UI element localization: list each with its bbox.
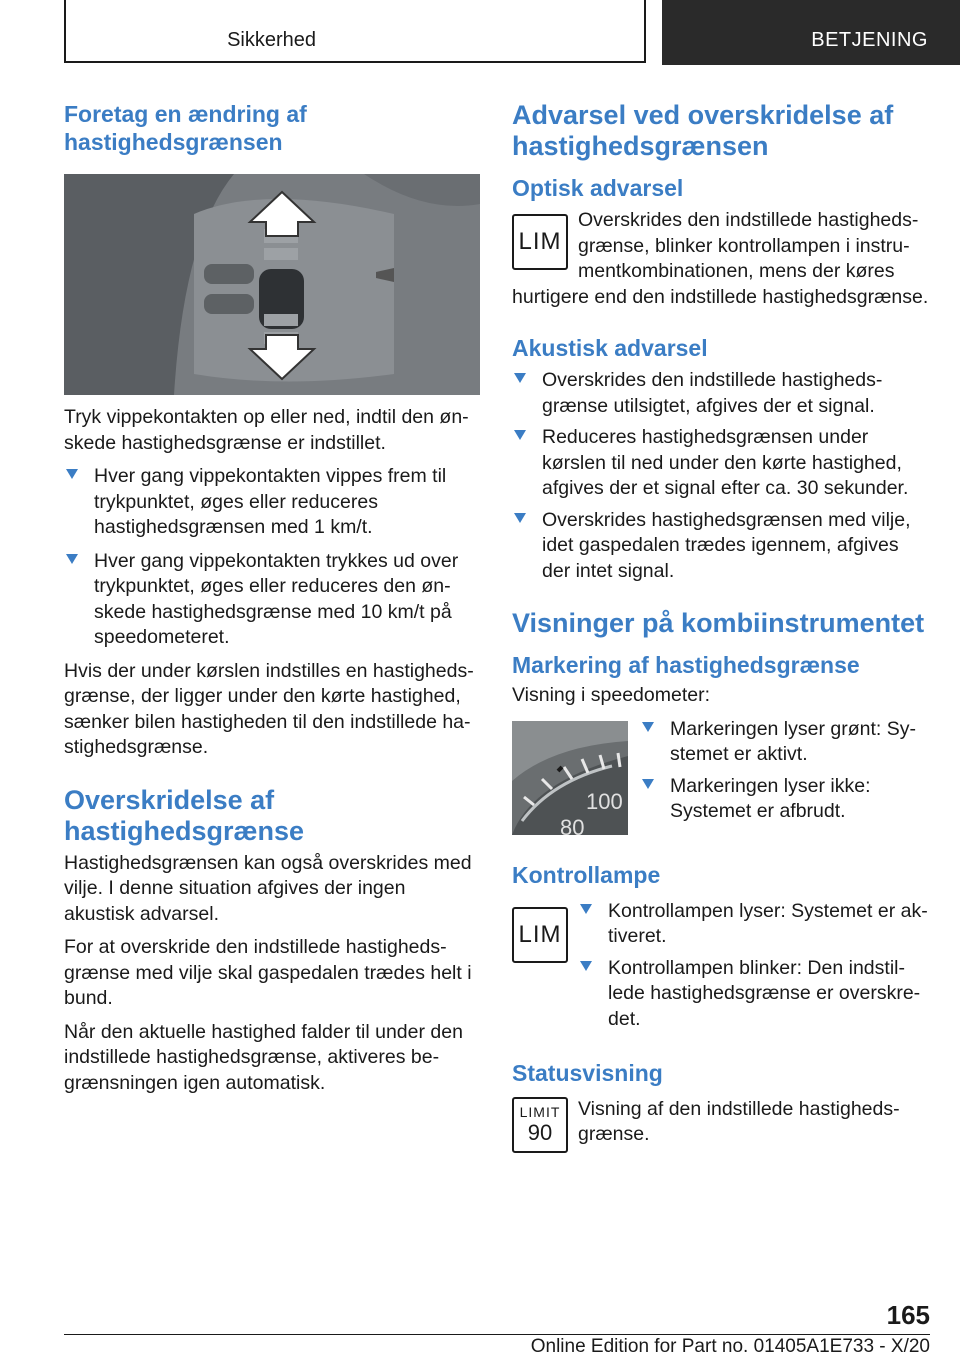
- label-speedometer-view: Visning i speedometer:: [512, 684, 711, 706]
- heading-override-limit: Overskridelse af hastighedsgrænse: [64, 784, 305, 846]
- list-item: Overskrides den indstillede hastighedsgrænse utilsigtet, afgives der et signal.: [512, 368, 930, 419]
- left-column: [64, 100, 480, 1096]
- chapter-tab: [662, 0, 960, 65]
- header-frame: [64, 0, 646, 63]
- chapter-title: BETJENING: [811, 29, 928, 51]
- subheading-optical: Optisk advarsel: [512, 175, 684, 201]
- subheading-status: Statusvisning: [512, 1059, 663, 1086]
- list-item: Hver gang vippekontakten trykkes ud over trykpunktet, øges eller reduceres den ønskede hastighedsgrænse med 10 km/t på speedometeret.: [64, 549, 480, 651]
- footer-divider: [64, 1334, 930, 1335]
- list-item: Reduceres hastighedsgrænsen under kørslen til ned under den kørte hastighed, afgives der et signal efter ca. 30 sekunder.: [512, 425, 930, 502]
- bullet-triangle-icon: [580, 961, 592, 971]
- bullet-triangle-icon: [642, 722, 654, 732]
- heading-warning: Advarsel ved overskridelse af hastighedsgrænsen: [512, 100, 894, 161]
- edition-footer: Online Edition for Part no. 01405A1E733 - X/20: [530, 1336, 930, 1357]
- bullet-triangle-icon: [514, 513, 526, 523]
- rocker-switch-illustration: [64, 174, 480, 395]
- list-item: Kontrollampen lyser: Systemet er aktiveret.: [578, 899, 930, 950]
- paragraph-kickdown: For at overskride den indstillede hastighedsgrænse med vilje skal gaspedalen trædes helt i bund.: [64, 936, 472, 1009]
- list-item: Kontrollampen blinker: Den indstillede hastighedsgrænse er overskredet.: [578, 956, 930, 1033]
- steering-wheel-photo: [64, 174, 480, 395]
- speedo-label-100: 100: [586, 788, 623, 814]
- bullet-triangle-icon: [514, 430, 526, 440]
- subheading-control-lamp: Kontrollampe: [512, 861, 661, 888]
- subheading-marking: Markering af hastighedsgrænse: [512, 652, 860, 678]
- bullet-triangle-icon: [580, 904, 592, 914]
- paragraph-override: Hastighedsgrænsen kan også overskrides med vilje. I denne situation afgives der ingen akustisk advarsel.: [64, 851, 472, 925]
- speedo-label-80: 80: [560, 814, 585, 835]
- speedometer-image: [512, 721, 628, 835]
- subheading-acoustic: Akustisk advarsel: [512, 335, 708, 361]
- paragraph-rocker: Tryk vippekontakten op eller ned, indtil den ønskede hastighedsgrænse er indstillet.: [64, 406, 469, 454]
- paragraph-optical: Overskrides den indstillede hastighedsgrænse, blinker kontrollampen i instrumentkombinationen, mens der køres hurtigere end den indstillede hastighedsgrænse.: [512, 209, 929, 308]
- list-item: Markeringen lyser ikke: Systemet er afbrudt.: [640, 774, 930, 825]
- bullet-triangle-icon: [514, 373, 526, 383]
- paragraph-reactivate: Når den aktuelle hastighed falder til under den indstillede hastighedsgrænse, aktiveres begrænsningen igen automatisk.: [64, 1020, 463, 1094]
- lim-indicator-icon: LIM: [512, 907, 568, 963]
- list-item: Hver gang vippekontakten vippes frem til trykpunktet, øges eller reduceres hastighedsgrænsen med 1 km/t.: [64, 464, 480, 541]
- list-item: Overskrides hastighedsgrænsen med vilje, idet gaspedalen trædes igennem, afgives der intet signal.: [512, 508, 930, 585]
- heading-displays: Visninger på kombiinstrumentet: [512, 608, 925, 638]
- limit-status-icon: LIMIT 90: [512, 1097, 568, 1153]
- list-item: Markeringen lyser grønt: Systemet er aktivt.: [640, 717, 930, 768]
- paragraph-reduce-speed: Hvis der under kørslen indstilles en hastighedsgrænse, der ligger under den kørte hastighed, sænker bilen hastigheden til den indstillede hastighedsgrænse.: [64, 659, 474, 758]
- section-title: Sikkerhed: [227, 29, 316, 51]
- right-column: [512, 100, 930, 1153]
- bullet-triangle-icon: [66, 469, 78, 479]
- paragraph-status: Visning af den indstillede hastighedsgrænse.: [578, 1097, 900, 1145]
- page-number: 165: [886, 1300, 930, 1330]
- heading-change-limit: Foretag en ændring af hastighedsgrænsen: [64, 101, 307, 155]
- bullet-triangle-icon: [66, 554, 78, 564]
- bullet-triangle-icon: [642, 779, 654, 789]
- lim-indicator-icon: LIM: [512, 214, 568, 270]
